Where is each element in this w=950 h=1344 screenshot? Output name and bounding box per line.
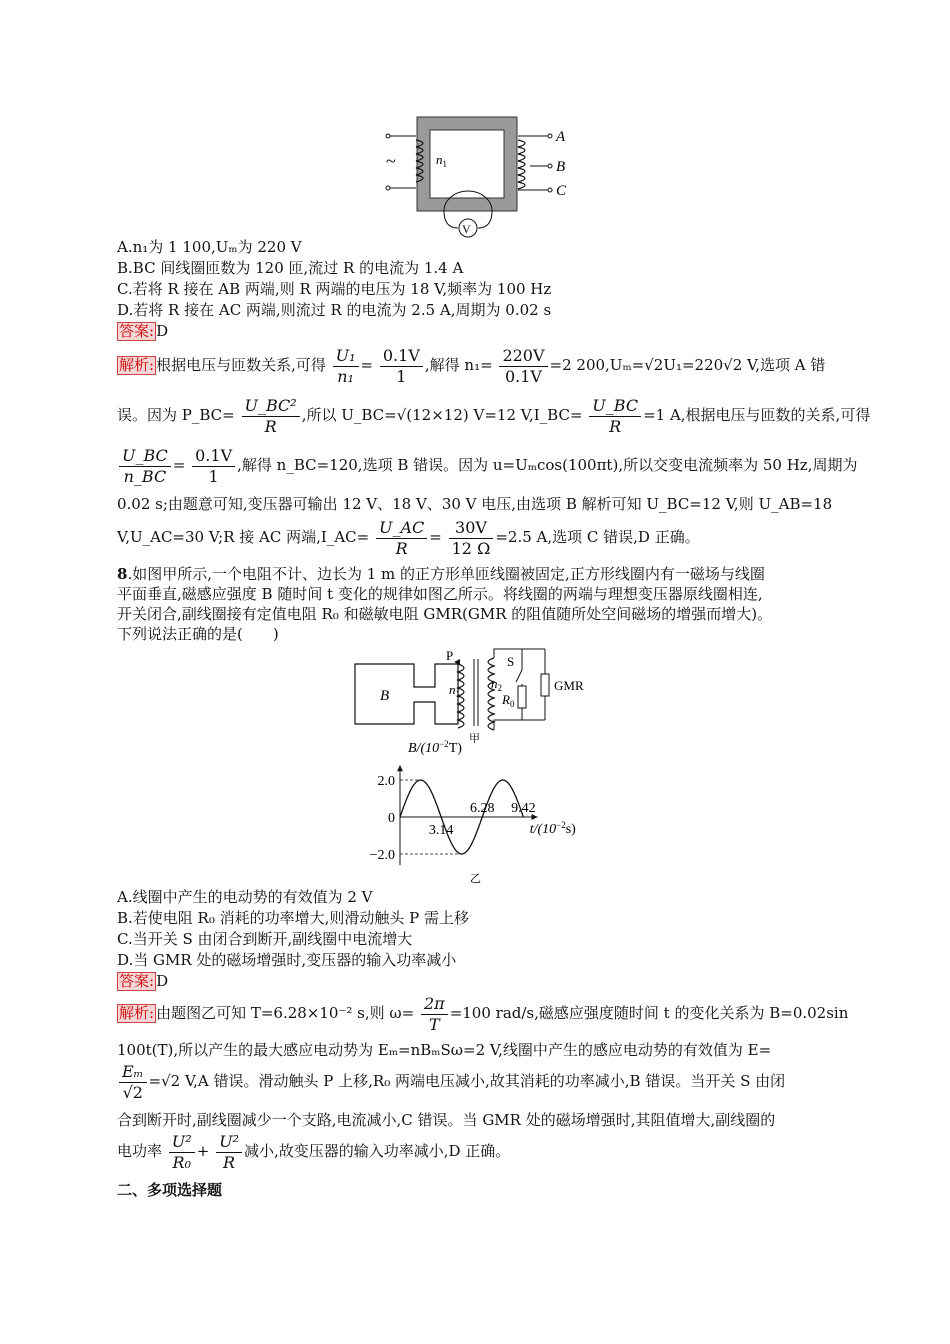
field-B-label: B (380, 688, 390, 704)
q8-option-B: B.若使电阻 R₀ 消耗的功率增大,则滑动触头 P 需上移 (117, 909, 470, 927)
text: .如图甲所示,一个电阻不计、边长为 1 m 的正方形单匝线圈被固定,正方形线圈内有一磁场与线圈 (127, 565, 765, 583)
q7-analysis-line-1: 解析: 根据电压与匝数关系,可得 $\frac{\text{U₁}}{\text{n₁}}$ = $\frac{0.1V}{1}$ ,解得 n₁= $\frac{220V}{0.1V}$ =2 200,Uₘ=√2U₁=220√2 V,选项 A 错 (119, 345, 826, 386)
q8-option-A: A.线圈中产生的电动势的有效值为 2 V (117, 888, 373, 906)
resistor-R0 (518, 686, 526, 708)
x-axis-label: $t/(10^{-2}s)$ (529, 820, 576, 837)
figure-caption-jia: 甲 (469, 733, 480, 744)
q7-analysis-line-2 (117, 392, 871, 438)
q8-stem-1 (117, 564, 837, 584)
transformer-figure (380, 112, 590, 242)
fraction: $\frac{U\_BC}{R}$ (589, 396, 641, 437)
terminal-B: B (556, 159, 566, 175)
answer-value: D (156, 972, 169, 990)
fraction: $\frac{220V}{0.1V}$ (499, 346, 547, 387)
q7-analysis-line-5: V,U_AC=30 V;R 接 AC 两端,I_AC= $\frac{U\_AC}{R}$ = $\frac{30V}{12 \Omega}$ =2.5 A,选项 C 错误,D 正确。 (117, 517, 700, 558)
q8-option-D: D.当 GMR 处的磁场增强时,变压器的输入功率减小 (117, 951, 457, 969)
text: ,解得 n₁= (424, 356, 493, 374)
ac-tilde: ~ (386, 151, 396, 171)
x-tick-label: 3.14 (428, 823, 454, 838)
text: 电功率 (117, 1142, 163, 1160)
text: 由题图乙可知 T=6.28×10⁻² s,则 ω= (156, 1004, 415, 1022)
fraction: $\frac{30V}{12 \Omega}$ (449, 518, 494, 559)
secondary-coil-jia (488, 658, 494, 730)
text: =√2 V,A 错误。滑动触头 P 上移,R₀ 两端电压减小,故其消耗的功率减小,B 错误。当开关 S 由闭 (148, 1072, 786, 1090)
text: V,U_AC=30 V;R 接 AC 两端,I_AC= (117, 528, 370, 546)
fraction: $\frac{\text{U₁}}{\text{n₁}}$ (333, 346, 359, 387)
section-heading: 二、多项选择题 (117, 1181, 223, 1199)
text: =1 A,根据电压与匝数的关系,可得 (643, 406, 871, 424)
q7-option-A: A.n₁为 1 100,Uₘ为 220 V (117, 238, 302, 256)
q8-analysis-line-3 (117, 1058, 837, 1104)
answer-tag: 答案: (119, 972, 155, 990)
fraction: $\frac{\text{U²}}{R}$ (216, 1132, 242, 1173)
fraction: $\frac{U\_AC}{R}$ (376, 518, 427, 559)
secondary-coil (518, 140, 525, 189)
answer-tag: 答案: (119, 322, 155, 340)
q7-analysis-line-4: 0.02 s;由题意可知,变压器可输出 12 V、18 V、30 V 电压,由选项 B 解析可知 U_BC=12 V,则 U_AB=18 (117, 495, 833, 513)
q7-analysis-line-3: $\frac{U\_BC}{n\_BC}$ = $\frac{0.1V}{1}$ ,解得 n_BC=120,选项 B 错误。因为 u=Uₘcos(100πt),所以交变电流频率为 50 Hz,周期为 (117, 442, 837, 488)
figure-caption-yi: 乙 (470, 873, 481, 885)
y-tick-label: 2.0 (377, 774, 395, 789)
voltmeter-label: V (462, 222, 471, 236)
n2-label-jia: $n_2$ (491, 676, 502, 693)
q8-analysis-line-2: 100t(T),所以产生的最大感应电动势为 Eₘ=nBₘSω=2 V,线圈中产生的感应电动势的有效值为 E= (117, 1041, 772, 1059)
resistor-GMR (541, 674, 549, 696)
q8-answer (117, 971, 837, 991)
q8-option-C: C.当开关 S 由闭合到断开,副线圈中电流增大 (117, 930, 413, 948)
question-number: 8 (117, 565, 128, 583)
q8-stem-4: 下列说法正确的是( ) (117, 625, 279, 643)
q7-option-D: D.若将 R 接在 AC 两端,则流过 R 的电流为 2.5 A,周期为 0.02 s (117, 301, 552, 319)
GMR-label: GMR (554, 678, 584, 693)
text: =100 rad/s,磁感应强度随时间 t 的变化关系为 B=0.02sin (449, 1004, 849, 1022)
square-coil (355, 664, 458, 724)
text: ,解得 n_BC=120,选项 B 错误。因为 u=Uₘcos(100πt),所以交变电流频率为 50 Hz,周期为 (237, 456, 858, 474)
x-tick-label: 6.28 (470, 801, 495, 816)
terminal-C: C (556, 183, 567, 199)
n1-label-jia: $n_1$ (449, 682, 460, 699)
text: ,所以 U_BC=√(12×12) V=12 V,I_BC= (301, 406, 583, 424)
y-axis-arrow (397, 765, 403, 771)
q7-option-B: B.BC 间线圈匝数为 120 匝,流过 R 的电流为 1.4 A (117, 259, 464, 277)
fraction: $\frac{U\_BC}{n\_BC}$ (119, 446, 171, 487)
switch-S (516, 670, 522, 682)
n1-label: $n_1$ (436, 152, 447, 169)
fraction: $\frac{\text{Eₘ}}{√2}$ (119, 1062, 147, 1103)
switch-S-label: S (507, 654, 515, 669)
y-axis-label: $B/(10^{-2}T)$ (408, 740, 462, 756)
text: 减小,故变压器的输入功率减小,D 正确。 (243, 1142, 511, 1160)
R0-label: $R_0$ (502, 692, 515, 709)
q7-option-C: C.若将 R 接在 AB 两端,则 R 两端的电压为 18 V,频率为 100 Hz (117, 280, 552, 298)
circuit-figure-jia (350, 644, 610, 744)
y-tick-label: 0 (388, 811, 395, 826)
text: 误。因为 P_BC= (117, 406, 235, 424)
fraction: $\frac{\text{U²}}{\text{R₀}}$ (169, 1132, 195, 1173)
answer-value: D (156, 322, 169, 340)
fraction: $\frac{2\pi}{T}$ (421, 994, 448, 1035)
fraction: $\frac{\text{U\_BC²}}{R}$ (242, 396, 300, 437)
bt-sine-chart (355, 740, 605, 885)
analysis-tag: 解析: (119, 1004, 155, 1022)
terminal-A: A (556, 129, 566, 145)
q8-analysis-line-1 (117, 990, 849, 1036)
text: =2 200,Uₘ=√2U₁=220√2 V,选项 A 错 (549, 356, 826, 374)
q8-analysis-line-5 (117, 1128, 837, 1174)
fraction: $\frac{0.1V}{1}$ (192, 446, 235, 487)
x-tick-label: 9.42 (511, 801, 536, 816)
q8-analysis-line-4: 合到断开时,副线圈减少一个支路,电流减小,C 错误。当 GMR 处的磁场增强时,其阻值增大,副线圈的 (117, 1111, 776, 1129)
text: 根据电压与匝数关系,可得 (156, 356, 326, 374)
text: + (196, 1142, 210, 1160)
text: =2.5 A,选项 C 错误,D 正确。 (495, 528, 700, 546)
q8-stem-2: 平面垂直,磁感应强度 B 随时间 t 变化的规律如图乙所示。将线圈的两端与理想变压器原线圈相连, (117, 585, 763, 603)
slider-P-label: P (446, 648, 454, 663)
q7-answer (117, 321, 837, 341)
y-tick-label: −2.0 (369, 848, 395, 863)
fraction: $\frac{0.1V}{1}$ (380, 346, 423, 387)
analysis-tag: 解析: (119, 356, 155, 374)
q8-stem-3: 开关闭合,副线圈接有定值电阻 R₀ 和磁敏电阻 GMR(GMR 的阻值随所处空间磁场的增强而增大)。 (117, 605, 773, 623)
